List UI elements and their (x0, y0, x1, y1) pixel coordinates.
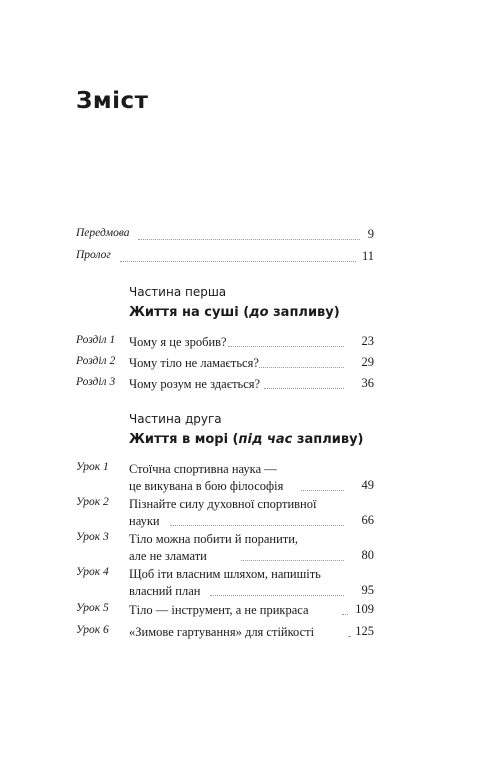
entry-title-line-2: науки (129, 514, 160, 528)
entry-title: Тіло — інструмент, а не прикраса (129, 603, 309, 617)
entry-label: Розділ 3 (76, 376, 116, 388)
dot-leader (228, 346, 344, 347)
dot-leader (138, 239, 360, 240)
page-number: 95 (361, 583, 374, 597)
toc-entry-chapter-3[interactable] (76, 376, 374, 393)
entry-title: «Зимове гартування» для стійкості (129, 625, 315, 639)
entry-title: Чому розум не здається? (129, 377, 261, 391)
dot-leader (120, 261, 356, 262)
page-number: 29 (361, 355, 374, 369)
entry-label: Урок 4 (76, 566, 109, 578)
page-number: 80 (361, 548, 374, 562)
page-number: 11 (361, 249, 374, 263)
toc-entry-lesson-1[interactable] (76, 461, 374, 495)
entry-label: Передмова (76, 227, 130, 239)
part-one-title: Життя на суші (до запливу) (129, 305, 340, 320)
page-number: 49 (361, 478, 374, 492)
entry-label: Урок 1 (76, 461, 109, 473)
part-two-label: Частина друга (129, 412, 222, 426)
page-number: 66 (361, 513, 374, 527)
entry-title-line-1: Щоб іти власним шляхом, напишіть (129, 567, 321, 581)
toc-entry-lesson-3[interactable] (76, 531, 374, 565)
entry-label: Урок 6 (76, 624, 109, 636)
dot-leader (301, 490, 344, 491)
toc-entry-lesson-6[interactable] (76, 624, 374, 641)
entry-title-line-1: Пізнайте силу духовної спортивної (129, 497, 317, 511)
part-one-label: Частина перша (129, 285, 227, 299)
toc-entry-chapter-2[interactable] (76, 355, 374, 372)
dot-leader (241, 560, 344, 561)
dot-leader (342, 614, 348, 615)
entry-label: Розділ 2 (76, 355, 116, 367)
page-number: 125 (355, 624, 374, 638)
page-title: Зміст (76, 88, 149, 114)
entry-title-line-2: власний план (129, 584, 201, 598)
part-two-title: Життя в морі (під час запливу) (129, 432, 364, 447)
dot-leader (210, 595, 344, 596)
page-number: 23 (361, 334, 374, 348)
entry-title: Чому тіло не ламається? (129, 356, 259, 370)
entry-label: Пролог (76, 249, 111, 261)
entry-label: Урок 2 (76, 496, 109, 508)
dot-leader (259, 367, 344, 368)
entry-title-line-1: Тіло можна побити й поранити, (129, 532, 299, 546)
toc-entry-lesson-2[interactable] (76, 496, 374, 530)
entry-title-line-2: але не зламати (129, 549, 207, 563)
entry-title-line-2: це викувана в бою філософія (129, 479, 284, 493)
page-number: 36 (361, 376, 374, 390)
dot-leader (170, 525, 344, 526)
entry-label: Урок 3 (76, 531, 109, 543)
toc-entry-lesson-5[interactable] (76, 602, 374, 619)
dot-leader (264, 388, 344, 389)
dot-leader (348, 636, 350, 637)
entry-title: Чому я це зробив? (129, 335, 227, 349)
entry-label: Урок 5 (76, 602, 109, 614)
page-number: 109 (355, 602, 374, 616)
page-number: 9 (367, 227, 374, 241)
toc-entry-chapter-1[interactable] (76, 334, 374, 351)
entry-title-line-1: Стоїчна спортивна наука — (129, 462, 277, 476)
toc-entry-preface[interactable] (76, 227, 374, 243)
entry-label: Розділ 1 (76, 334, 116, 346)
toc-entry-prologue[interactable] (76, 249, 374, 265)
toc-entry-lesson-4[interactable] (76, 566, 374, 600)
